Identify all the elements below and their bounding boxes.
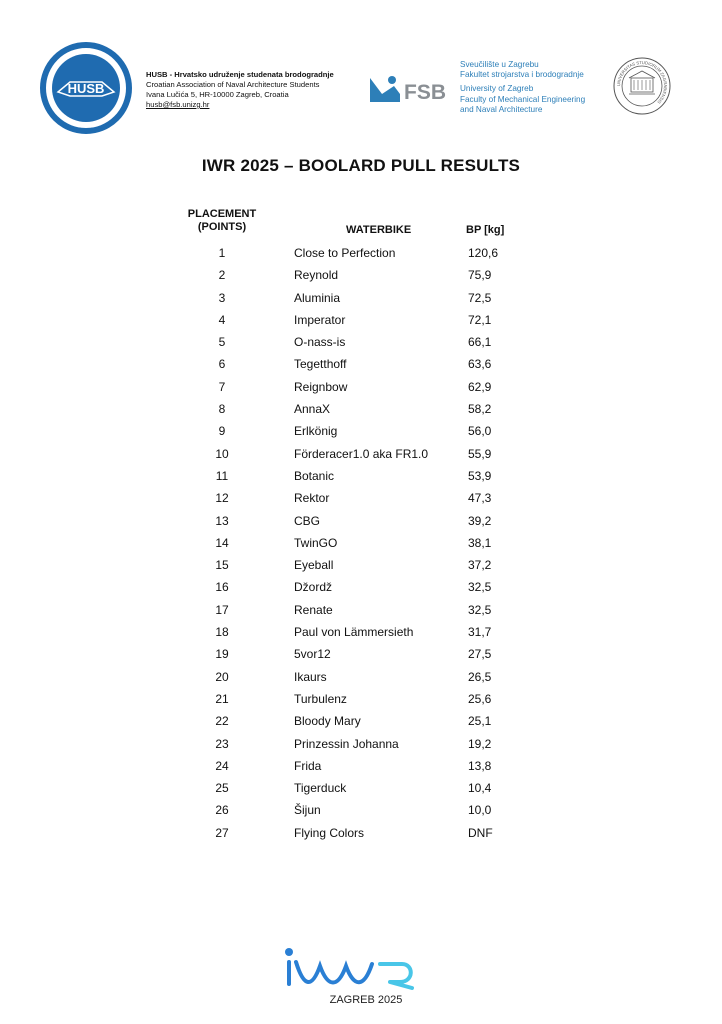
placement-cell: 17 (215, 602, 229, 617)
bp-cell: 25,6 (468, 691, 492, 706)
waterbike-cell: Bloody Mary (294, 714, 361, 729)
bp-cell: 32,5 (468, 602, 492, 617)
fsb-logo-text: FSB (404, 81, 446, 104)
placement-cell: 12 (215, 491, 229, 506)
uni-line-en-1: University of Zagreb (460, 84, 534, 94)
placement-cell: 10 (215, 446, 229, 461)
waterbike-cell: Reynold (294, 268, 339, 283)
placement-cell: 22 (215, 714, 229, 729)
waterbike-cell: Eyeball (294, 558, 334, 573)
table-row (0, 668, 722, 690)
bp-cell: 58,2 (468, 402, 492, 417)
bp-cell: 72,1 (468, 312, 492, 327)
uni-line-en-3: and Naval Architecture (460, 104, 543, 114)
waterbike-cell: Flying Colors (294, 825, 365, 840)
waterbike-cell: Prinzessin Johanna (294, 736, 399, 751)
table-row (0, 266, 722, 288)
waterbike-cell: Tegetthoff (294, 357, 347, 372)
placement-cell: 21 (215, 691, 229, 706)
waterbike-cell: Tigerduck (294, 781, 347, 796)
waterbike-cell: Reignbow (294, 379, 348, 394)
placement-cell: 4 (218, 312, 226, 327)
placement-cell: 26 (215, 803, 229, 818)
table-row (0, 333, 722, 355)
table-row (0, 824, 722, 846)
table-row (0, 601, 722, 623)
waterbike-cell: 5vor12 (294, 647, 331, 662)
waterbike-cell: Botanic (294, 468, 335, 483)
husb-name: HUSB - Hrvatsko udruženje studenata brodogradnje (146, 70, 334, 79)
table-row (0, 690, 722, 712)
waterbike-cell: Rektor (294, 491, 330, 506)
placement-cell: 1 (218, 246, 226, 260)
table-row (0, 757, 722, 779)
placement-cell: 23 (215, 736, 229, 751)
iwr-zagreb-logo (282, 944, 440, 1008)
table-row (0, 489, 722, 511)
placement-cell: 3 (218, 290, 226, 305)
table-row (0, 512, 722, 534)
bp-cell: 72,5 (468, 290, 492, 305)
placement-cell: 5 (218, 335, 226, 350)
bp-cell: 66,1 (468, 335, 492, 350)
uni-line-hr-2: Fakultet strojarstva i brodogradnje (460, 70, 584, 80)
table-row (0, 801, 722, 823)
waterbike-cell: CBG (294, 513, 321, 528)
placement-cell: 27 (215, 825, 229, 840)
placement-cell: 24 (215, 758, 229, 773)
bp-cell: 32,5 (468, 580, 492, 595)
table-row (0, 244, 722, 266)
waterbike-cell: Erlkönig (294, 424, 338, 439)
waterbike-cell: Paul von Lämmersieth (294, 625, 414, 640)
table-row (0, 578, 722, 600)
table-row (0, 400, 722, 422)
bp-cell: 26,5 (468, 669, 492, 684)
bp-cell: 31,7 (468, 625, 492, 640)
waterbike-cell: Turbulenz (294, 691, 347, 706)
waterbike-cell: Ikaurs (294, 669, 327, 684)
waterbike-cell: Renate (294, 602, 333, 617)
placement-cell: 2 (218, 268, 226, 283)
footer-caption: ZAGREB 2025 (329, 994, 403, 1006)
husb-address: Ivana Lučića 5, HR-10000 Zagreb, Croatia (146, 90, 289, 99)
page-title: IWR 2025 – BOOLARD PULL RESULTS (201, 156, 521, 175)
placement-cell: 18 (215, 625, 229, 640)
bp-cell: 120,6 (468, 246, 499, 260)
table-row (0, 712, 722, 734)
table-row (0, 467, 722, 489)
table-row (0, 534, 722, 556)
table-row (0, 355, 722, 377)
placement-cell: 7 (218, 379, 226, 394)
waterbike-cell: Aluminia (294, 290, 341, 305)
bp-cell: 13,8 (468, 758, 492, 773)
waterbike-cell: Förderacer1.0 aka FR1.0 (294, 446, 429, 461)
waterbike-cell: TwinGO (294, 535, 338, 550)
placement-cell: 20 (215, 669, 229, 684)
husb-logo-text: HUSB (67, 81, 105, 96)
header-placement-line2: (POINTS) (197, 221, 247, 233)
placement-cell: 16 (215, 580, 229, 595)
university-block (460, 60, 585, 115)
uni-line-hr-1: Sveučilište u Zagrebu (460, 60, 539, 69)
table-row (0, 556, 722, 578)
husb-email-link[interactable]: husb@fsb.unizg.hr (146, 100, 210, 109)
header-bp: BP [kg] (466, 224, 505, 236)
waterbike-cell: Close to Perfection (294, 246, 396, 260)
bp-cell: 38,1 (468, 535, 492, 550)
waterbike-cell: Frida (294, 758, 322, 773)
bp-cell: 56,0 (468, 424, 492, 439)
header-placement-line1: PLACEMENT (187, 208, 257, 220)
placement-cell: 9 (218, 424, 226, 439)
fsb-logo (368, 72, 452, 106)
letterhead (0, 0, 722, 140)
bp-cell: 62,9 (468, 379, 492, 394)
bp-cell: 47,3 (468, 491, 492, 506)
bp-cell: 39,2 (468, 513, 492, 528)
table-row (0, 311, 722, 333)
bp-cell: 27,5 (468, 647, 492, 662)
placement-cell: 6 (218, 357, 226, 372)
table-row (0, 645, 722, 667)
waterbike-cell: Džordž (294, 580, 333, 595)
uni-line-en-2: Faculty of Mechanical Engineering (460, 94, 586, 104)
table-row (0, 735, 722, 757)
placement-cell: 25 (215, 781, 229, 796)
table-row (0, 779, 722, 801)
bp-cell: DNF (468, 825, 493, 840)
bp-cell: 10,0 (468, 803, 492, 818)
bp-cell: 63,6 (468, 357, 492, 372)
waterbike-cell: Imperator (294, 312, 346, 327)
waterbike-cell: AnnaX (294, 402, 331, 417)
table-row (0, 378, 722, 400)
husb-english-name: Croatian Association of Naval Architecture Students (146, 80, 320, 89)
bp-cell: 37,2 (468, 558, 492, 573)
table-row (0, 422, 722, 444)
waterbike-cell: Šijun (294, 803, 321, 818)
bp-cell: 10,4 (468, 781, 492, 796)
bp-cell: 55,9 (468, 446, 492, 461)
bp-cell: 19,2 (468, 736, 492, 751)
placement-cell: 11 (215, 468, 229, 483)
table-row (0, 623, 722, 645)
bp-cell: 25,1 (468, 714, 492, 729)
table-row (0, 289, 722, 311)
husb-logo (40, 42, 132, 134)
placement-cell: 13 (215, 513, 229, 528)
header-placement (184, 208, 260, 234)
table-row (0, 445, 722, 467)
husb-address-block (146, 70, 334, 110)
placement-cell: 19 (215, 647, 229, 662)
placement-cell: 14 (215, 535, 229, 550)
university-seal (612, 56, 672, 116)
placement-cell: 8 (218, 402, 226, 417)
results-table (0, 244, 722, 846)
waterbike-cell: O-nass-is (294, 335, 346, 350)
placement-cell: 15 (215, 558, 229, 573)
header-waterbike: WATERBIKE (346, 224, 412, 236)
seal-text: UNIVERSITAS STUDIORUM ZAGRABIENSIS (615, 59, 669, 105)
bp-cell: 53,9 (468, 468, 492, 483)
bp-cell: 75,9 (468, 268, 492, 283)
